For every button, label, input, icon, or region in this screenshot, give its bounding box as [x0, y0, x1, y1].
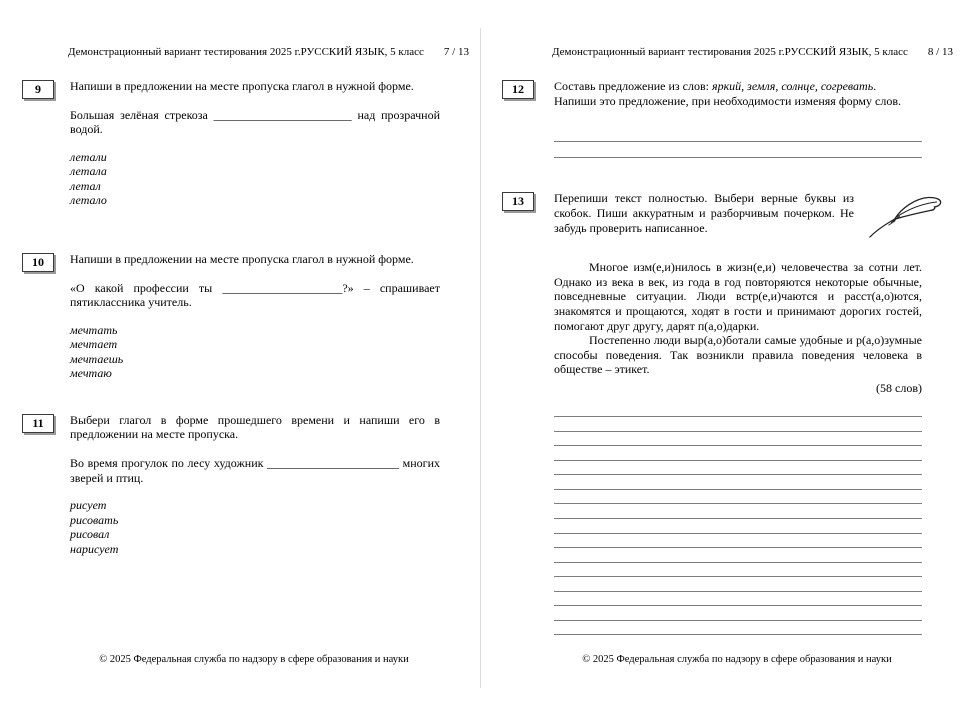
- question-instruction: Выбери глагол в форме прошедшего времени и напиши его в предложении на месте пропуска.: [70, 412, 440, 442]
- answer-line: [554, 432, 922, 447]
- answer-line: [554, 534, 922, 549]
- quill-feather-icon: [866, 187, 944, 241]
- page-header: [552, 46, 953, 58]
- instruction-text: .: [873, 79, 877, 93]
- question-instruction: Перепиши текст полностью. Выбери верные буквы из скобок. Пиши аккуратным и разборчивым почерком. Не забудь проверить написанное.: [554, 191, 854, 235]
- text-paragraph: Многое изм(е,и)нилось в жизн(е,и) человечества за сотни лет. Однако из века в век, из года в год повторяются некоторые обычные, повседневные ситуации. Люди встр(е,и)чаются и расст(а,о)ются, знакомятся и прощаются, ходят в гости и принимают дорогих гостей, помогают друг другу, дарят п(а,о)дарки.: [554, 260, 922, 333]
- answer-line: [554, 606, 922, 621]
- text-paragraph: Постепенно люди выр(а,о)ботали самые удобные и р(а,о)зумные способы поведения. Так возникли правила поведения человека в обществе – этикет.: [554, 333, 922, 377]
- question-number: 9: [35, 82, 41, 96]
- answer-line: [554, 577, 922, 592]
- answer-options: [70, 323, 440, 381]
- answer-line: [554, 504, 922, 519]
- answer-option: мечтаешь: [70, 351, 124, 366]
- answer-line: [554, 621, 922, 636]
- answer-option: летали: [70, 149, 107, 164]
- question-number-box: [502, 192, 534, 211]
- answer-option: мечтать: [70, 322, 118, 337]
- question-sentence: Во время прогулок по лесу художник ______________________ многих зверей и птиц.: [70, 456, 440, 485]
- source-words: яркий, земля, солнце, согревать: [711, 79, 874, 93]
- answer-line: [554, 417, 922, 432]
- answer-option: рисует: [70, 498, 107, 513]
- question-10: [22, 252, 440, 381]
- page-footer: © 2025 Федеральная служба по надзору в сфере образования и науки: [99, 654, 409, 665]
- answer-line: [554, 126, 922, 142]
- header-subject: РУССКИЙ ЯЗЫК, 5 класс: [300, 46, 424, 58]
- answer-line: [554, 592, 922, 607]
- question-sentence: Большая зелёная стрекоза _______________________ над прозрачной водой.: [70, 107, 440, 137]
- question-instruction-line2: Напиши это предложение, при необходимости изменяя форму слов.: [554, 93, 901, 108]
- question-number-box: [22, 80, 54, 99]
- answer-line: [554, 446, 922, 461]
- answer-line: [554, 461, 922, 476]
- header-doc-title: Демонстрационный вариант тестирования 2025 г.: [68, 46, 301, 58]
- page-footer: © 2025 Федеральная служба по надзору в сфере образования и науки: [582, 654, 892, 665]
- instruction-text: Составь предложение из слов:: [554, 79, 712, 93]
- answer-option: летал: [70, 178, 101, 193]
- answer-line: [554, 490, 922, 505]
- question-number: 11: [32, 415, 44, 430]
- answer-line: [554, 403, 922, 418]
- answer-line: [554, 563, 922, 578]
- answer-option: рисовать: [70, 512, 119, 527]
- question-instruction: Напиши в предложении на месте пропуска глагол в нужной форме.: [70, 79, 414, 93]
- header-page-number: 8 / 13: [927, 46, 953, 58]
- word-count: (58 слов): [876, 381, 922, 395]
- question-instruction: [554, 79, 922, 94]
- answer-options: [70, 498, 440, 556]
- question-number-box: [22, 253, 54, 272]
- answer-options: [70, 150, 440, 208]
- answer-option: рисовал: [70, 527, 110, 542]
- question-instruction: Напиши в предложении на месте пропуска глагол в нужной форме.: [70, 251, 414, 266]
- question-number: 13: [512, 194, 524, 209]
- answer-option: летало: [70, 193, 107, 208]
- question-number-box: [22, 414, 54, 433]
- answer-line: [554, 475, 922, 490]
- header-page-number: 7 / 13: [443, 46, 469, 58]
- question-number-box: [502, 80, 534, 99]
- page-right: [480, 0, 960, 720]
- answer-option: летала: [70, 164, 107, 179]
- answer-option: мечтаю: [70, 366, 112, 381]
- question-11: [22, 413, 440, 557]
- question-number: 10: [32, 254, 44, 269]
- dictation-text: [554, 260, 922, 377]
- question-sentence: «О какой профессии ты ____________________?» – спрашивает пятиклассника учитель.: [70, 280, 440, 310]
- answer-option: нарисует: [70, 541, 119, 556]
- answer-lines: [554, 126, 922, 158]
- answer-line: [554, 548, 922, 563]
- answer-option: мечтает: [70, 337, 118, 352]
- answer-line: [554, 142, 922, 158]
- page-header: [68, 46, 469, 58]
- answer-line: [554, 519, 922, 534]
- question-number: 12: [512, 82, 524, 96]
- answer-lines: [554, 403, 922, 636]
- header-subject: РУССКИЙ ЯЗЫК, 5 класс: [784, 46, 908, 58]
- header-doc-title: Демонстрационный вариант тестирования 2025 г.: [552, 46, 785, 58]
- question-13: [502, 191, 922, 635]
- question-12: [502, 79, 922, 158]
- question-9: [22, 79, 440, 208]
